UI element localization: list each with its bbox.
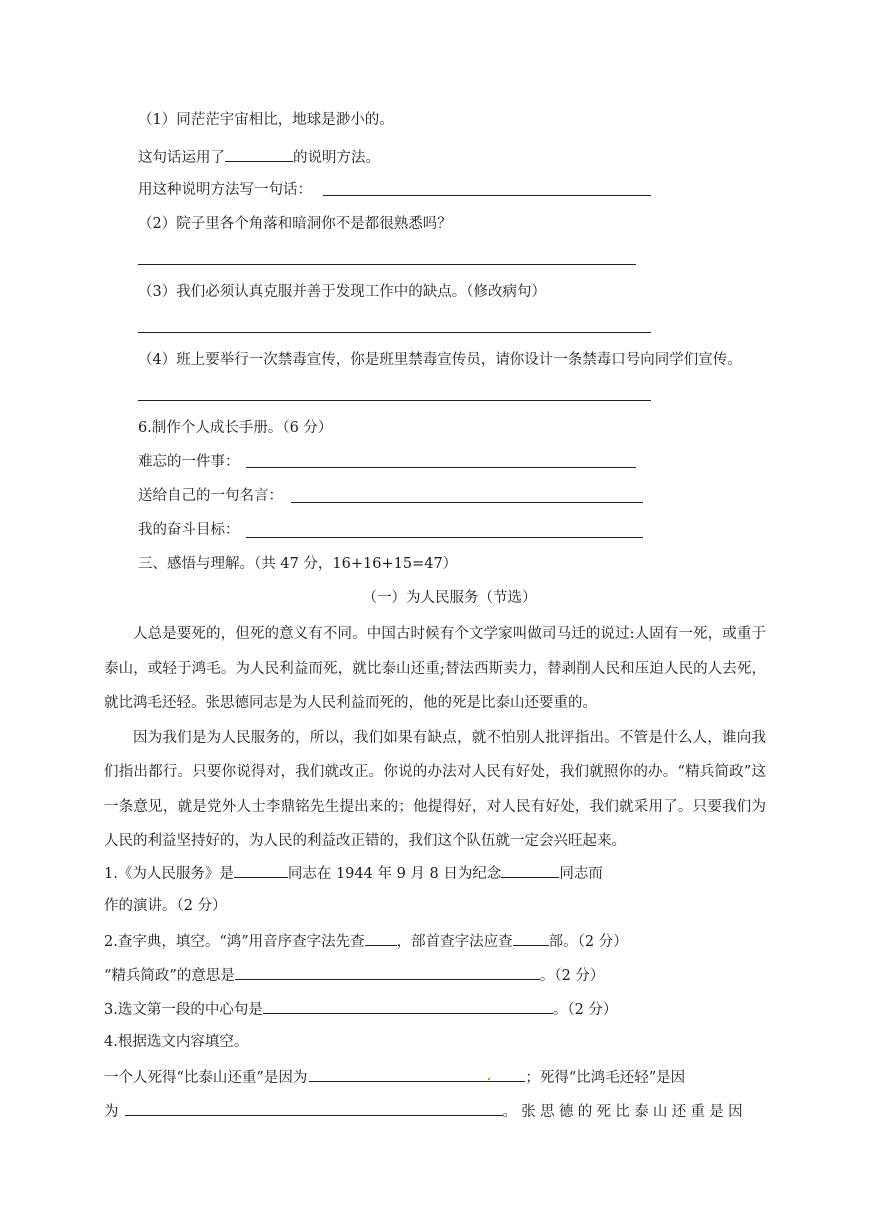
q6-item-2-label: 送给自己的一句名言：: [138, 488, 283, 504]
question-2-part-a: 2.查字典，填空。“鸿”用音序查字法先查: [104, 934, 365, 950]
q6-item-3-answer-line[interactable]: [246, 537, 643, 538]
q6-item-2-answer-line[interactable]: [291, 502, 643, 503]
question-4-line-1-part-b: ；死得“比鸿毛还轻”是因: [525, 1070, 686, 1086]
q5-method-suffix: 的说明方法。: [293, 150, 380, 166]
lighter-than-feather-blank[interactable]: [125, 1100, 503, 1116]
central-sentence-blank[interactable]: [263, 998, 553, 1014]
question-1-part-c: 同志而: [559, 866, 603, 882]
passage-body: [104, 617, 766, 859]
question-2b-part-a: “精兵简政”的意思是: [104, 968, 235, 984]
question-2b-part-b: 。（2 分）: [539, 968, 605, 984]
sentence-3-answer-line[interactable]: [138, 332, 651, 333]
question-1-line: [104, 862, 603, 884]
q6-item-1-answer-line[interactable]: [246, 467, 636, 468]
question-2-part-c: 部。（2 分）: [548, 934, 628, 950]
stray-mark: [488, 1078, 490, 1080]
question-3-line: [104, 998, 617, 1020]
q6-item-1-label: 难忘的一件事：: [138, 454, 240, 470]
question-4-title: 4.根据选文内容填空。: [104, 1034, 249, 1050]
passage-title: （一）为人民服务（节选）: [362, 590, 537, 606]
q5-method-prefix: 这句话运用了: [138, 150, 225, 166]
q6-item-3-label: 我的奋斗目标：: [138, 522, 240, 538]
q6-title: 6.制作个人成长手册。（6 分）: [138, 420, 333, 436]
sentence-2-answer-line[interactable]: [138, 264, 636, 265]
meaning-blank[interactable]: [235, 964, 540, 980]
question-1-continued: 作的演讲。（2 分）: [104, 898, 227, 914]
q5-sentence-2: （2）院子里各个角落和暗洞你不是都很熟悉吗？: [138, 216, 452, 232]
heavier-than-taishan-blank[interactable]: [309, 1066, 525, 1082]
question-2-part-b: ，部首查字法应查: [396, 934, 513, 950]
sentence-4-answer-line[interactable]: [138, 400, 651, 401]
phonetic-letter-blank[interactable]: [365, 930, 397, 946]
question-1-part-b: 同志在 1944 年 9 月 8 日为纪念: [287, 866, 502, 882]
author-blank[interactable]: [234, 862, 288, 878]
q5-sentence-4: （4）班上要举行一次禁毒宣传，你是班里禁毒宣传员，请你设计一条禁毒口号向同学们宣传。: [138, 352, 742, 368]
q5-method-line: [138, 146, 380, 168]
question-1-part-a: 1.《为人民服务》是: [104, 866, 234, 882]
question-2-line: [104, 930, 628, 952]
radical-blank[interactable]: [513, 930, 549, 946]
question-3-part-b: 。（2 分）: [552, 1002, 618, 1018]
question-4-line-2: [104, 1100, 747, 1122]
passage-paragraph-1: 人总是要死的，但死的意义有不同。中国古时候有个文学家叫做司马迁的说过:人固有一死，或重于泰山，或轻于鸿毛。为人民利益而死，就比泰山还重;替法西斯卖力，替剥削人民和压迫人民的人去死，就比鸿毛还轻。张思德同志是为人民利益而死的，他的死是比泰山还要重的。: [104, 626, 766, 711]
question-3-part-a: 3.选文第一段的中心句是: [104, 1002, 263, 1018]
question-4-line-2-part-b: 。张思德的死比泰山还重是因: [502, 1104, 747, 1120]
write-sentence-answer-line[interactable]: [323, 195, 651, 196]
q5-write-label: 用这种说明方法写一句话：: [138, 182, 312, 198]
question-4-line-1: [104, 1066, 685, 1088]
section-3-title: 三、感悟与理解。（共 47 分，16+16+15=47）: [138, 556, 458, 572]
method-blank[interactable]: [225, 146, 293, 162]
q5-sentence-3: （3）我们必须认真克服并善于发现工作中的缺点。（修改病句）: [138, 284, 546, 300]
passage-paragraph-2: 因为我们是为人民服务的，所以，我们如果有缺点，就不怕别人批评指出。不管是什么人，谁向我们指出都行。只要你说得对，我们就改正。你说的办法对人民有好处，我们就照你的办。“精兵简政”这一条意见，就是党外人士李鼎铭先生提出来的；他提得好，对人民有好处，我们就采用了。只要我们为人民的利益坚持好的，为人民的利益改正错的，我们这个队伍就一定会兴旺起来。: [104, 729, 766, 849]
commemorated-person-blank[interactable]: [501, 862, 559, 878]
question-2b-line: [104, 964, 604, 986]
question-4-line-2-part-a: 为: [104, 1104, 119, 1120]
question-4-line-1-part-a: 一个人死得“比泰山还重”是因为: [104, 1070, 308, 1086]
q5-sentence-1: （1）同茫茫宇宙相比，地球是渺小的。: [138, 112, 394, 128]
